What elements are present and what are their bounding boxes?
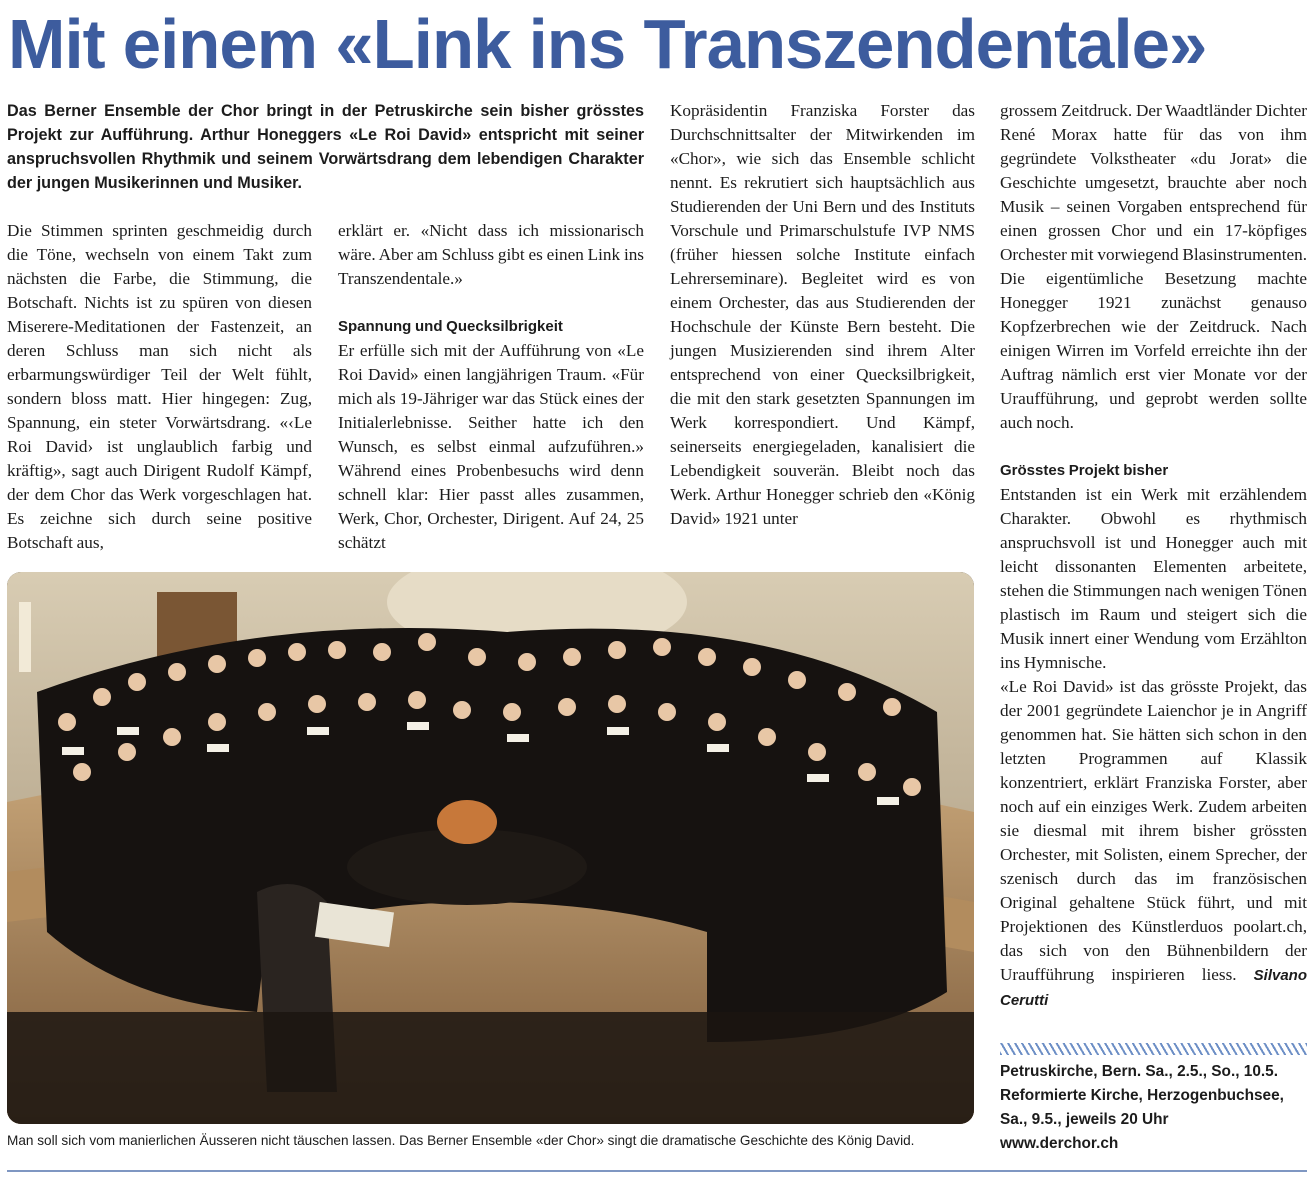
choir-illustration <box>7 572 974 1124</box>
column-3 <box>670 99 975 531</box>
event-info-line: Petruskirche, Bern. Sa., 2.5., So., 10.5. <box>1000 1063 1279 1080</box>
author-byline: Silvano Cerutti <box>1000 967 1307 1009</box>
subheading: Grösstes Projekt bisher <box>1000 462 1169 479</box>
photo-caption: Man soll sich vom manierlichen Äusseren nicht täuschen lassen. Das Berner Ensemble «der Chor» singt die dramatische Geschichte des König David. <box>7 1133 915 1148</box>
body-paragraph: grossem Zeitdruck. Der Waadtländer Dichter René Morax hatte für das von ihm gegründete Volkstheater «du Jorat» die Geschichte umgesetzt, brauchte aber noch Musik – seinen Vorgaben entsprechend für einen grossen Chor und ein 17-köpfiges Orchester mit vorwiegend Blasinstrumenten. Die eigentümliche Besetzung machte Honegger 1921 zunächst genauso Kopfzerbrechen wie der Zeitdruck. Nach einigen Wirren im Vorfeld erreichte ihn der Auftrag nämlich erst vier Monate vor der Uraufführung, und geprobt werden sollte auch noch. <box>1000 101 1307 432</box>
body-paragraph: Er erfülle sich mit der Aufführung von «Le Roi David» einen langjährigen Traum. «Für mich als 19-Jähriger war das Stück eines der Initialerlebnisse. Seither hatte ich den Wunsch, es selbst einmal aufzuführen.» Während eines Probenbesuchs wird denn schnell klar: Hier passt alles zusammen, Werk, Chor, Orchester, Dirigent. Auf 24, 25 schätzt <box>338 341 644 552</box>
bottom-rule <box>7 1170 1307 1172</box>
subheading: Spannung und Quecksilbrigkeit <box>338 318 563 335</box>
info-box-hatch <box>1000 1043 1307 1055</box>
lead-paragraph: Das Berner Ensemble der Chor bringt in der Petruskirche sein bisher grösstes Projekt zur Aufführung. Arthur Honeggers «Le Roi David» entspricht mit seiner anspruchsvollen Rhythmik und seinem Vorwärtsdrang dem lebendigen Charakter der jungen Musikerinnen und Musiker. <box>7 102 644 192</box>
body-paragraph: Entstanden ist ein Werk mit erzählendem Charakter. Obwohl es rhythmisch anspruchsvoll ist und Honegger auch mit leicht dissonanten Elementen arbeitete, stehen die Stimmungen nach wenigen Tönen plastisch im Raum und steigert sich die Musik innert einer Wendung vom Erzählton ins Hymnische. <box>1000 485 1307 672</box>
event-info-box <box>1000 1060 1310 1156</box>
website-link[interactable]: www.derchor.ch <box>1000 1135 1119 1152</box>
column-2 <box>338 219 644 555</box>
body-paragraph: Die Stimmen sprinten geschmeidig durch die Töne, wechseln von einem Takt zum nächsten die Farbe, die Stimmung, die Botschaft. Nichts ist zu spüren von diesen Miserere-Meditationen der Fastenzeit, an deren Schluss man sich nicht als erbarmungswürdiger Teil der Welt fühlt, sondern bloss matt. Hier hingegen: Zug, Spannung, ein steter Vorwärtsdrang. «‹Le Roi David› ist unglaublich farbig und kräftig», sagt auch Dirigent Rudolf Kämpf, der dem Chor das Werk vorgeschlagen hat. Es zeichne sich durch seine positive Botschaft aus, <box>7 221 312 552</box>
event-info-line: Sa., 9.5., jeweils 20 Uhr <box>1000 1111 1169 1128</box>
column-4 <box>1000 99 1307 1013</box>
body-paragraph: Kopräsidentin Franziska Forster das Durchschnittsalter der Mitwirkenden im «Chor», wie sich das Ensemble schlicht nennt. Es rekrutiert sich hauptsächlich aus Studierenden der Uni Bern und des Instituts Vorschule und Primarschulstufe IVP NMS (früher hiessen solche Institute einfach Lehrerseminare). Begleitet wird es von einem Orchester, das aus Studierenden der Hochschule der Künste Bern besteht. Die jungen Musizierenden sind ihrem Alter entsprechend von einer Quecksilbrigkeit, die mit den stark gesetzten Spannungen im Werk korrespondiert. Und Kämpf, seinerseits energiegeladen, kanalisiert die Lebendigkeit souverän. Bleibt noch das Werk. Arthur Honegger schrieb den «König David» 1921 unter <box>670 101 975 528</box>
paragraph-text: «Le Roi David» ist das grösste Projekt, das der 2001 gegründete Laienchor je in Angriff genommen hat. Sie hätten sich schon in den letzten Programmen auf Klassik konzentriert, erklärt Franziska Forster, aber noch auf ein einziges Werk. Zudem arbeiten sie diesmal mit ihrem bisher grössten Orchester, mit Solisten, einem Sprecher, der szenisch durch das im französischen Original gehaltene Stück führt, und mit Projektionen des Künstlerduos poolart.ch, das sich von den Bühnenbildern der Uraufführung inspirieren liess. <box>1000 677 1307 984</box>
event-info-line: Reformierte Kirche, Herzogenbuchsee, <box>1000 1087 1284 1104</box>
headline: Mit einem «Link ins Transzendentale» <box>8 5 1207 83</box>
choir-photo <box>7 572 974 1124</box>
body-paragraph: erklärt er. «Nicht dass ich missionarisch wäre. Aber am Schluss gibt es einen Link ins Transzendentale.» <box>338 221 644 288</box>
body-paragraph <box>1000 675 1307 1013</box>
column-1 <box>7 219 312 555</box>
